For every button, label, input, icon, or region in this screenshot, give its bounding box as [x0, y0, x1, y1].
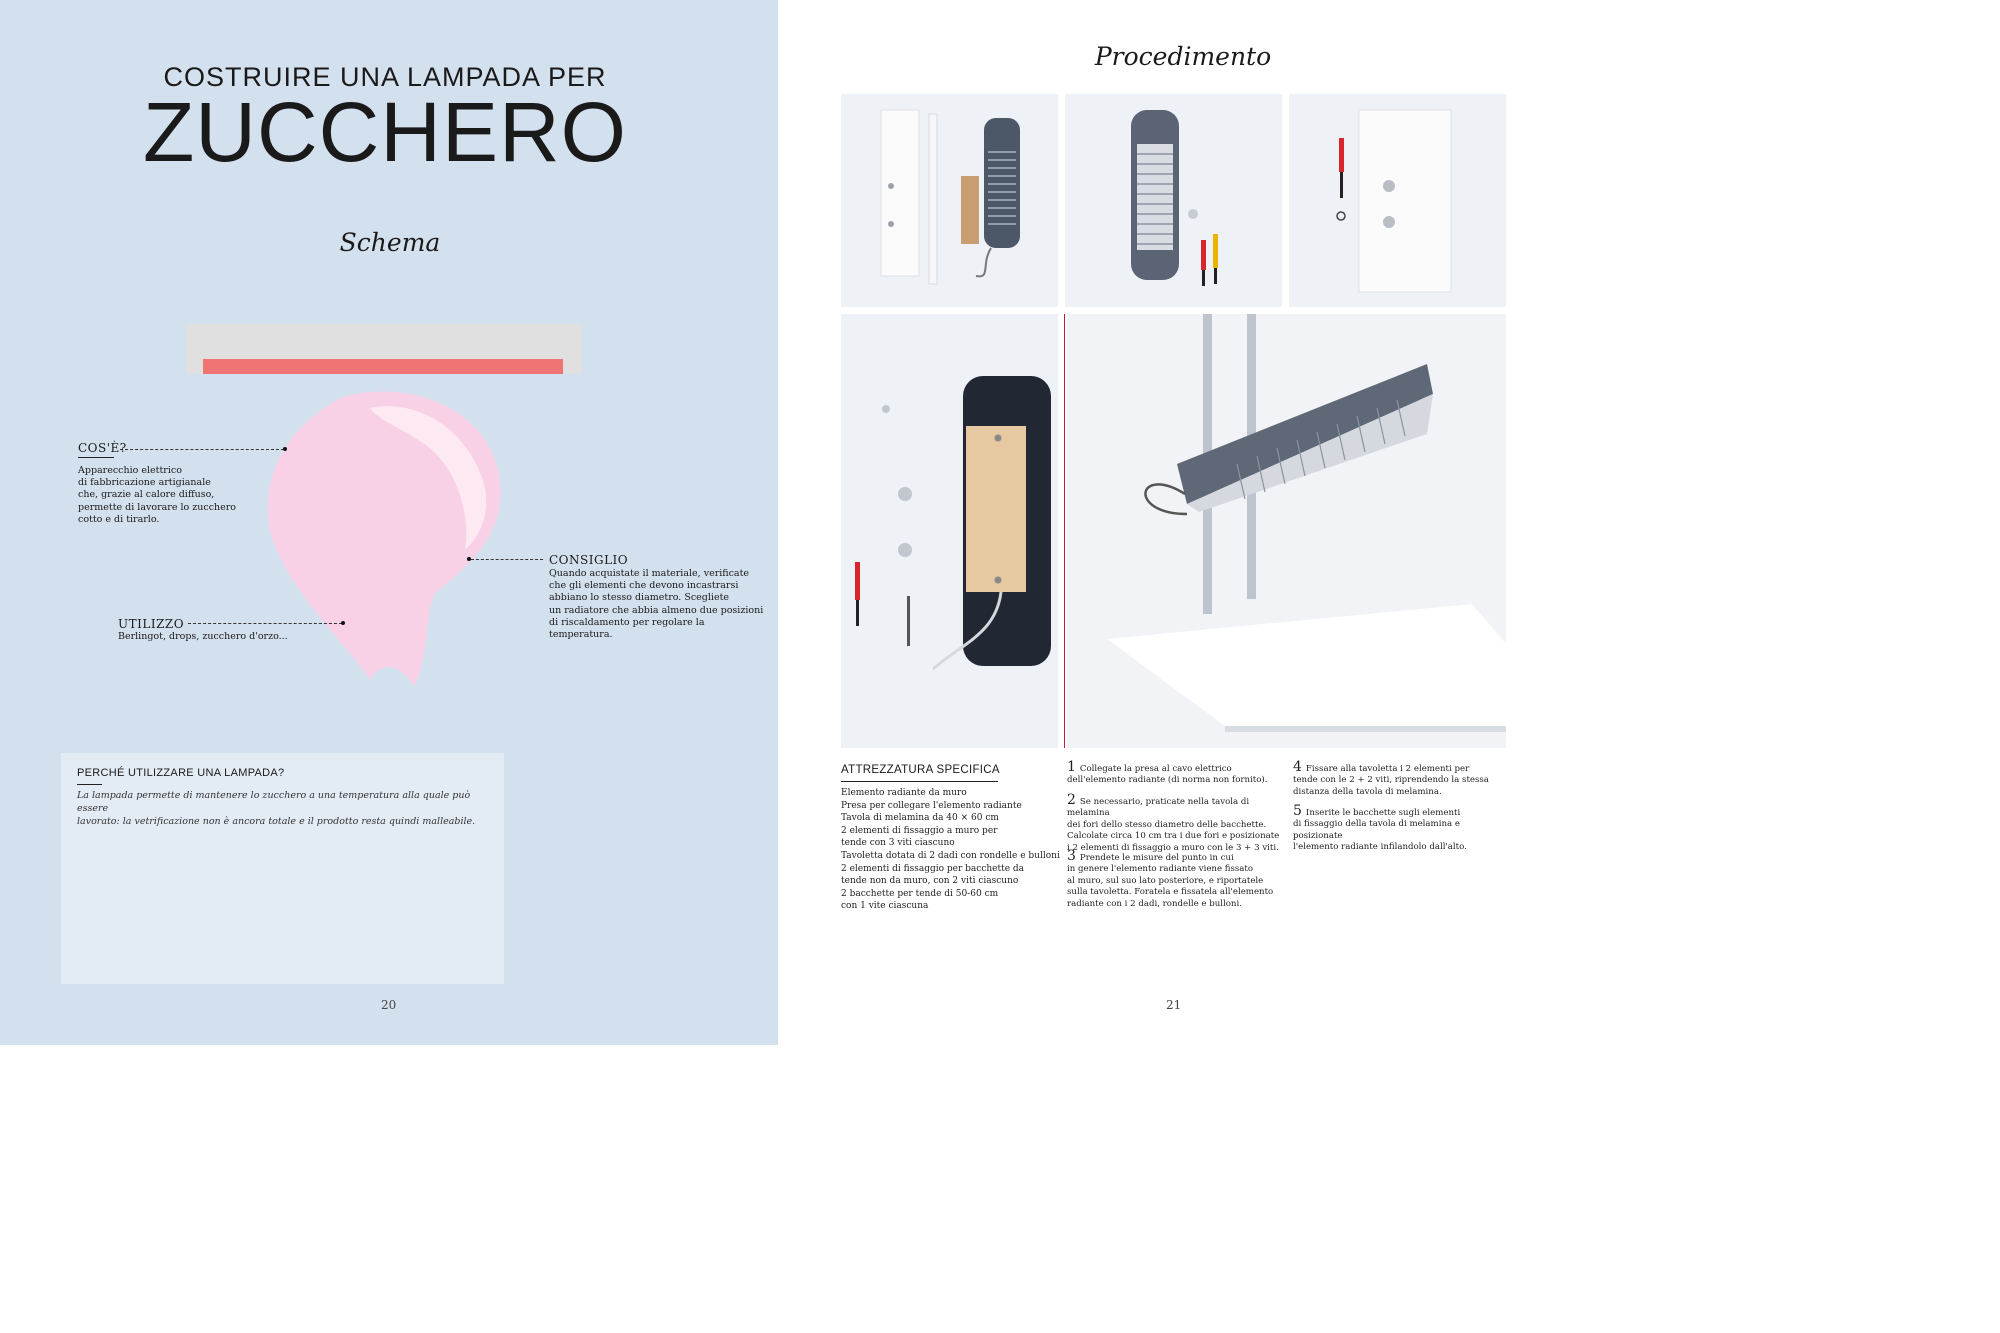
photo-step-backplate	[841, 314, 1058, 748]
procedure-heading: Procedimento	[1094, 42, 1272, 71]
utilizzo-text: Berlingot, drops, zucchero d'orzo...	[118, 631, 288, 642]
equipment-underline	[841, 781, 998, 782]
step-2	[1067, 792, 1282, 854]
step-4	[1293, 759, 1508, 798]
step-number: 4	[1293, 759, 1302, 775]
right-page	[778, 0, 1568, 1045]
photo-assembled-lamp	[1067, 314, 1506, 748]
equipment-item: tende non da muro, con 2 viti ciascuno	[841, 876, 1019, 887]
equipment-item: Elemento radiante da muro	[841, 788, 967, 798]
why-lamp-underline	[77, 784, 102, 785]
step-text: Fissare alla tavoletta i 2 elementi per tende con le 2 + 2 viti, riprendendo la stessa distanza della tavola di melamina.	[1293, 764, 1489, 797]
consiglio-text: Quando acquistate il materiale, verificate che gli elementi che devono incastrarsi abbiano lo stesso diametro. Scegliete un radiatore che abbia almeno due posizioni di riscaldamento per regolare la temperatura.	[549, 568, 764, 641]
step-5	[1293, 803, 1508, 854]
utilizzo-leader-line	[188, 623, 342, 624]
utilizzo-title: UTILIZZO	[118, 617, 185, 631]
equipment-item: 2 bacchette per tende di 50-60 cm	[841, 888, 999, 899]
step-text: Se necessario, praticate nella tavola di melamina dei fori dello stesso diametro delle bacchette. Calcolate circa 10 cm tra i due fori e posizionate i 2 elementi di fissaggio a muro con le 3 + 3 viti.	[1067, 797, 1280, 853]
equipment-item: Presa per collegare l'elemento radiante	[841, 800, 1022, 811]
photo-step-board	[1289, 94, 1506, 307]
step-text: Inserite le bacchette sugli elementi di fissaggio della tavola di melamina e posizionate l'elemento radiante infilandolo dall'alto.	[1293, 808, 1467, 853]
title-small: COSTRUIRE UNA LAMPADA PER	[163, 62, 607, 92]
equipment-item: tende con 3 viti ciascuno	[841, 838, 955, 849]
cose-underline	[78, 457, 114, 458]
left-page	[0, 0, 778, 1045]
step-number: 1	[1067, 759, 1076, 775]
equipment-item: Tavoletta dotata di 2 dadi con rondelle e bulloni	[841, 850, 1060, 861]
cose-leader-dot	[283, 447, 287, 451]
photo-divider-line	[1064, 314, 1065, 748]
equipment-title: ATTREZZATURA SPECIFICA	[841, 764, 1000, 776]
equipment-item: con 1 vite ciascuna	[841, 901, 929, 912]
step-text: Prendete le misure del punto in cui in genere l'elemento radiante viene fissato al muro, sul suo lato posteriore, e riportatele sulla tavoletta. Foratela e fissatela all'elemento radiante con i 2 dadi, rondelle e bulloni.	[1067, 853, 1274, 909]
step-number: 3	[1067, 848, 1076, 864]
cose-leader-line	[120, 449, 284, 450]
step-3	[1067, 848, 1282, 910]
why-lamp-title: PERCHÉ UTILIZZARE UNA LAMPADA?	[77, 767, 285, 779]
equipment-list	[841, 787, 1061, 913]
utilizzo-leader-dot	[341, 621, 345, 625]
schema-heading: Schema	[339, 228, 441, 257]
why-lamp-box	[61, 753, 504, 984]
why-lamp-text: La lampada permette di mantenere lo zucchero a una temperatura alla quale può essere lavorato: la vetrificazione non è ancora totale e il prodotto resta quindi malleabile.	[77, 790, 476, 827]
step-number: 2	[1067, 792, 1076, 808]
title-big: ZUCCHERO	[143, 85, 627, 179]
equipment-item: 2 elementi di fissaggio per bacchette da	[841, 863, 1025, 874]
page-number-left: 20	[381, 998, 397, 1012]
photo-step-parts	[841, 94, 1058, 307]
step-1	[1067, 759, 1282, 787]
cose-text: Apparecchio elettrico di fabbricazione artigianale che, grazie al calore diffuso, permette di lavorare lo zucchero cotto e di tirarlo.	[78, 465, 237, 525]
equipment-item: 2 elementi di fissaggio a muro per	[841, 825, 998, 836]
cose-title: COS'È?	[78, 441, 127, 455]
step-number: 5	[1293, 803, 1302, 819]
consiglio-title: CONSIGLIO	[549, 553, 629, 567]
photo-step-heater	[1065, 94, 1282, 307]
step-text: Collegate la presa al cavo elettrico dell'elemento radiante (di norma non fornito).	[1067, 764, 1268, 786]
lamp-heating-bar	[203, 359, 563, 374]
equipment-item: Tavola di melamina da 40 × 60 cm	[841, 813, 999, 824]
page-number-right: 21	[1166, 998, 1182, 1012]
consiglio-leader-line	[471, 559, 543, 560]
